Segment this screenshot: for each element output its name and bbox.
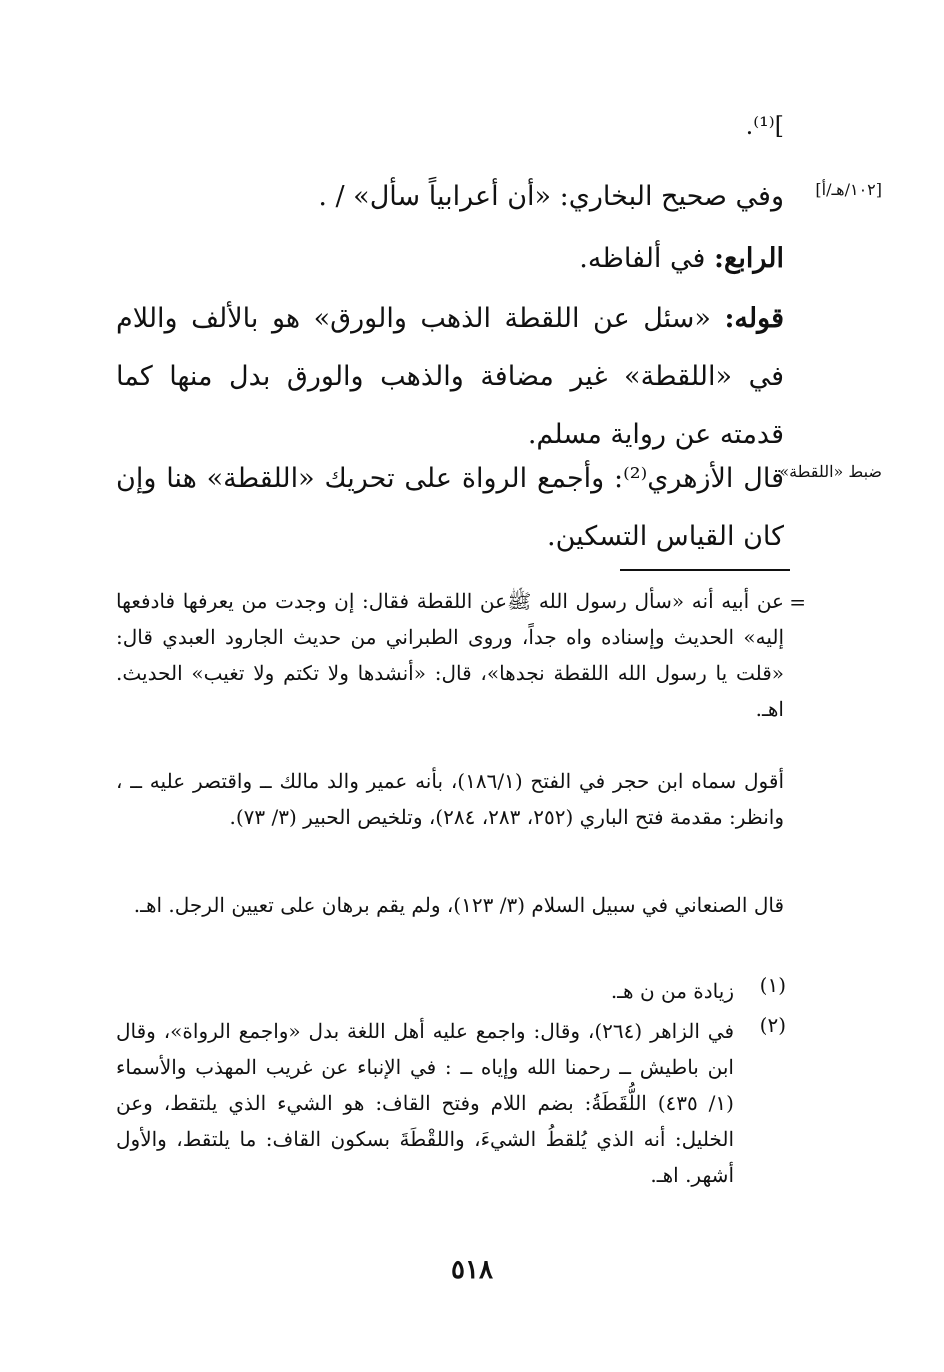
- footnote-number-1: (١): [759, 973, 786, 997]
- quote-label: قوله:: [724, 303, 784, 334]
- page-number: ٥١٨: [451, 1255, 493, 1285]
- footnote-separator: [620, 569, 790, 571]
- footnote-continuation-2: أقول سماه ابن حجر في الفتح (١٨٦/١)، بأنه عمير والد مالك ــ واقتصر عليه ــ ، وانظر: مقدمة فتح الباري (٢٥٢، ٢٨٣، ٢٨٤)، وتلخيص الحبير (٣/ ٧٣).: [116, 769, 784, 829]
- section-text: في ألفاظه.: [579, 243, 715, 274]
- footnote-2: في الزاهر (٢٦٤)، وقال: واجمع عليه أهل اللغة بدل «واجمع الرواة»، وقال ابن باطيش ــ رحمنا الله وإياه ــ : في الإنباء عن غريب المهذب والأسماء (١/ ٤٣٥) اللُّقَطَةُ: بضم اللام وفتح القاف: هو الشيء الذي يلتقط، وعن الخليل: أنه الذي يُلقطُ الشيءَ، واللقْطَةَ بسكون القاف: ما يلتقط، والأول أشهر. اهـ.: [116, 1019, 734, 1187]
- body-paragraph-1: وفي صحيح البخاري: «أن أعرابياً سأل» / .: [318, 181, 784, 212]
- footnote-number-2: (٢): [759, 1013, 786, 1037]
- footnote-continuation-1: عن أبيه أنه «سأل رسول الله ﷺعن اللقطة فقال: إن وجدت من يعرفها فادفعها إليه» الحديث وإسناده واه جداً، وروى الطبراني من حديث الجارود العبدي قال: «قلت يا رسول الله اللقطة نجدها»، قال: «أنشدها ولا تكتم ولا تغيب» الحديث. اهـ.: [116, 589, 784, 721]
- folio-marker: [١٠٢/هـ/أ]: [815, 180, 882, 199]
- body-paragraph-4: قال الأزهري⁽²⁾: وأجمع الرواة على تحريك «اللقطة» هنا وإن كان القياس التسكين.: [116, 463, 785, 552]
- body-paragraph-2: [116, 230, 784, 288]
- quote-text: «سئل عن اللقطة الذهب والورق» هو بالألف واللام في «اللقطة» غير مضافة والذهب والورق بدل منها كما قدمته عن رواية مسلم.: [116, 303, 784, 450]
- footnote-1: زيادة من ن هـ.: [610, 979, 734, 1003]
- footnote-continuation-3: قال الصنعاني في سبيل السلام (٣/ ١٢٣)، ولم يقم برهان على تعيين الرجل. اهـ.: [133, 893, 784, 917]
- body-paragraph-3: [116, 290, 784, 464]
- section-label: الرابع:: [714, 243, 784, 274]
- bracket-fragment: .⁽¹⁾[: [745, 112, 784, 140]
- continuation-mark: =: [789, 590, 806, 614]
- margin-topic-note: ضبط «اللقطة»: [779, 462, 882, 481]
